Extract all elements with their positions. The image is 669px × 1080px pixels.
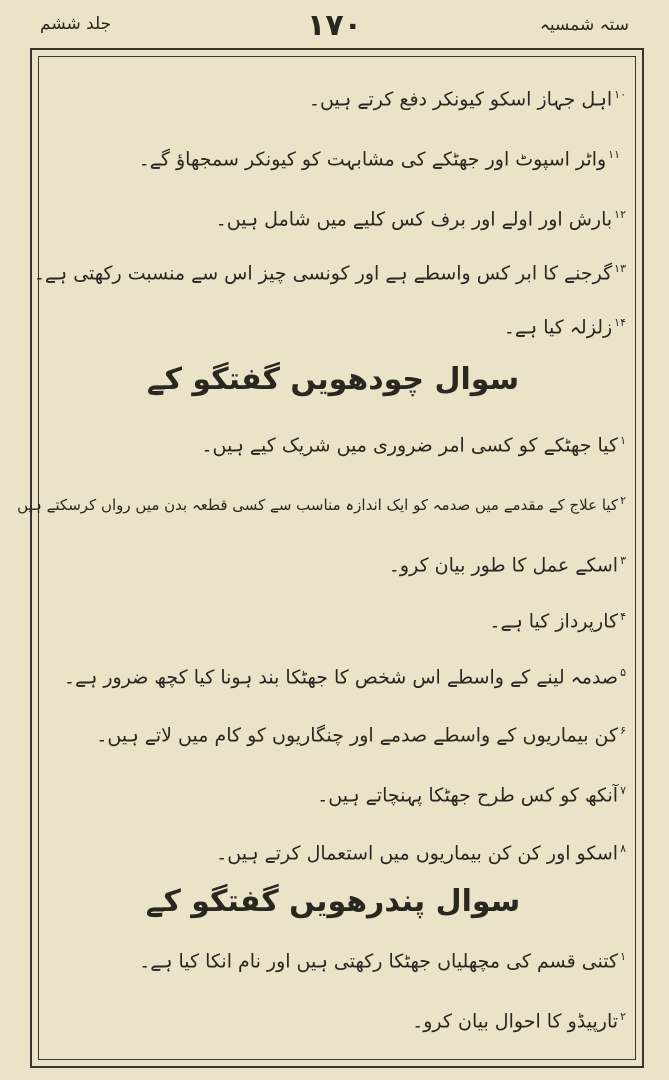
question-number: ۱ [620,434,626,447]
question-number: ۸ [620,842,626,855]
question-line [201,434,626,456]
question-line [317,784,626,806]
question-text: صدمہ لینے کے واسطے اس شخص کا جھٹکا بند ہونا کیا کچھ ضرور ہے۔ [63,666,619,689]
question-number: ۳ [620,554,626,567]
section-heading: سوال پندرھویں گفتگو کے [145,884,521,919]
page-content [17,62,626,1052]
volume-label: جلد ششم [40,14,112,34]
question-text: گرجنے کا ابر کس واسطے ہے اور کونسی چیز اس سے منسبت رکھتی ہے۔ [33,262,613,285]
question-text: کیا جھٹکے کو کسی امر ضروری میں شریک کیے ہیں۔ [201,434,619,457]
question-line [489,610,626,632]
page-header [0,0,669,48]
question-line [139,950,626,972]
question-line [64,666,626,688]
question-text: آنکھ کو کس طرح جھٹکا پہنچاتے ہیں۔ [317,784,619,807]
question-line [96,724,626,746]
book-title: ستہ شمسیہ [539,15,629,35]
question-number: ۲ [620,1010,626,1023]
question-line [17,494,626,514]
question-line [34,262,626,284]
question-number: ۲ [620,494,626,507]
question-text: اسکے عمل کا طور بیان کرو۔ [388,554,619,577]
question-line [309,88,626,110]
question-text: اہل جہاز اسکو کیونکر دفع کرتے ہیں۔ [308,88,613,111]
question-text: اسکو اور کن کن بیماریوں میں استعمال کرتے ہیں۔ [216,842,619,865]
question-text: کارپرداز کیا ہے۔ [489,610,619,633]
question-text: زلزلہ کیا ہے۔ [503,316,613,339]
question-line [216,842,626,864]
question-number: ۶ [620,724,626,737]
question-line [389,554,626,576]
question-number: ۱۱ [608,148,620,161]
question-number: ۴ [620,610,626,623]
question-number: ۱۲ [614,208,626,221]
page-number: ۱۷۰ [307,8,362,43]
question-number: ۱ [620,950,626,963]
question-number: ۱۳ [614,262,626,275]
question-text: کتنی قسم کی مچھلیاں جھٹکا رکھتی ہیں اور نام انکا کیا ہے۔ [139,950,619,973]
question-line [139,148,620,170]
question-number: ۷ [620,784,626,797]
question-number: ۱۴ [614,316,626,329]
question-line [412,1010,626,1032]
question-text: کیا علاج کے مقدمے میں صدمہ کو ایک اندازہ مناسب سے کسی قطعہ بدن میں رواں کرسکتے ہیں [17,496,619,514]
question-text: بارش اور اولے اور برف کس کلیے میں شامل ہیں۔ [215,208,613,231]
question-text: تارپیڈو کا احوال بیان کرو۔ [412,1010,619,1033]
question-text: واٹر اسپوٹ اور جھٹکے کی مشابہت کو کیونکر سمجھاؤ گے۔ [138,148,607,171]
question-line [504,316,626,338]
question-number: ۵ [620,666,626,679]
question-number: ۱۰ [614,88,626,101]
question-line [216,208,626,230]
section-heading: سوال چودھویں گفتگو کے [146,362,520,397]
question-text: کن بیماریوں کے واسطے صدمے اور چنگاریوں کو کام میں لاتے ہیں۔ [96,724,619,747]
